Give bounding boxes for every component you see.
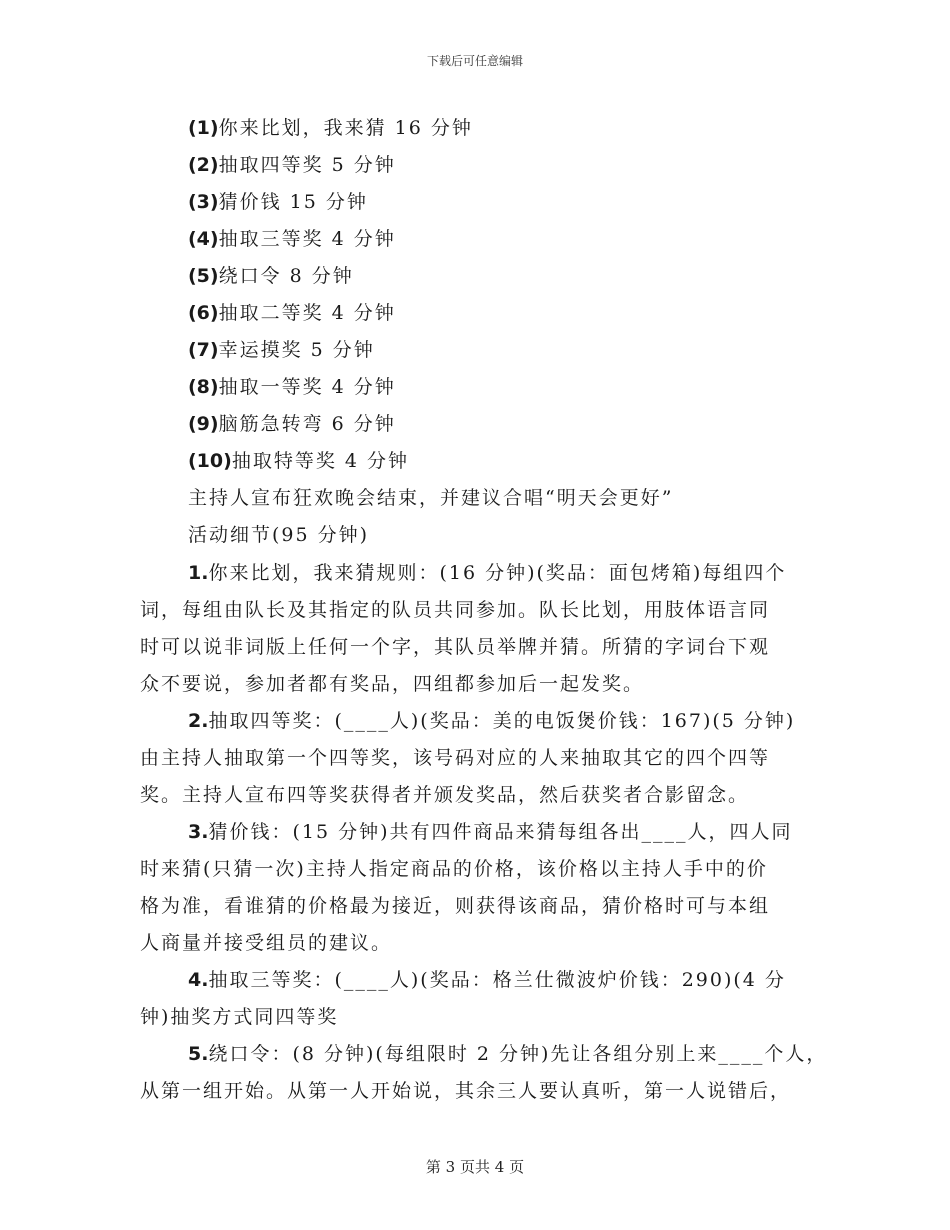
paragraph-line [140,1036,828,1073]
closing-text: 主持人宣布狂欢晚会结束，并建议合唱“明天会更好” [188,487,674,509]
detail-paragraph [140,703,820,814]
schedule-item [188,295,473,332]
item-number: (5) [188,265,219,287]
schedule-item [188,369,473,406]
schedule-item [188,332,473,369]
item-number: (6) [188,302,219,324]
item-number: (4) [188,228,219,250]
line-text: 抽取三等奖：(____人)(奖品：格兰仕微波炉价钱：290)(4 分 [208,969,786,991]
details-title: 活动细节(95 分钟) [188,524,370,546]
detail-paragraph [140,962,820,1036]
schedule-item [188,110,473,147]
schedule-item [188,406,473,443]
item-text: 抽取二等奖 4 分钟 [218,302,396,324]
paragraph-line [140,962,820,999]
schedule-item [188,221,473,258]
detail-paragraph [140,1036,828,1110]
paragraph-number: 5. [188,1043,209,1065]
schedule-item [188,184,473,221]
paragraph-number: 2. [188,710,209,732]
schedule-item [188,443,473,480]
line-text: 抽取四等奖：(____人)(奖品：美的电饭煲价钱：167)(5 分钟) [208,710,796,732]
item-number: (8) [188,376,219,398]
item-number: (1) [188,117,219,139]
paragraph-line: 人商量并接受组员的建议。 [140,932,393,954]
page-footer: 第 3 页共 4 页 [425,1158,525,1176]
paragraph-line: 众不要说，参加者都有奖品，四组都参加后一起发奖。 [140,673,645,695]
item-number: (7) [188,339,219,361]
item-text: 幸运摸奖 5 分钟 [218,339,375,361]
paragraph-line: 格为准，看谁猜的价格最为接近，则获得该商品，猜价格时可与本组 [140,895,771,917]
line-text: 绕口令：(8 分钟)(每组限时 2 分钟)先让各组分别上来____个人， [208,1043,828,1065]
detail-paragraph [140,814,820,962]
item-number: (3) [188,191,219,213]
item-text: 脑筋急转弯 6 分钟 [218,413,396,435]
item-number: (2) [188,154,219,176]
paragraph-number: 1. [188,562,209,584]
schedule-item [188,258,473,295]
paragraph-line: 钟)抽奖方式同四等奖 [140,1006,339,1028]
item-text: 绕口令 8 分钟 [218,265,354,287]
item-number: (10) [188,450,232,472]
item-text: 抽取一等奖 4 分钟 [218,376,396,398]
item-number: (9) [188,413,219,435]
paragraph-line [140,703,820,740]
item-text: 猜价钱 15 分钟 [218,191,368,213]
paragraph-line: 时可以说非词版上任何一个字，其队员举牌并猜。所猜的字词台下观 [140,636,771,658]
paragraph-line: 时来猜(只猜一次)主持人指定商品的价格，该价格以主持人手中的价 [140,858,768,880]
paragraph-line: 奖。主持人宣布四等奖获得者并颁发奖品，然后获奖者合影留念。 [140,784,750,806]
paragraph-line: 由主持人抽取第一个四等奖，该号码对应的人来抽取其它的四个四等 [140,747,771,769]
line-text: 你来比划，我来猜规则：(16 分钟)(奖品：面包烤箱)每组四个 [208,562,787,584]
item-text: 抽取三等奖 4 分钟 [218,228,396,250]
paragraph-line: 从第一组开始。从第一人开始说，其余三人要认真听，第一人说错后， [140,1080,792,1102]
paragraph-line [140,814,820,851]
page-header: 下载后可任意编辑 [426,54,523,68]
paragraph-number: 3. [188,821,209,843]
line-text: 猜价钱：(15 分钟)共有四件商品来猜每组各出____人，四人同 [208,821,793,843]
detail-paragraph [140,555,820,703]
paragraph-number: 4. [188,969,209,991]
schedule-item [188,147,473,184]
item-text: 抽取四等奖 5 分钟 [218,154,396,176]
item-text: 你来比划，我来猜 16 分钟 [218,117,473,139]
schedule-list [188,110,473,480]
item-text: 抽取特等奖 4 分钟 [231,450,409,472]
paragraph-line: 词，每组由队长及其指定的队员共同参加。队长比划，用肢体语言同 [140,599,771,621]
paragraph-line [140,555,820,592]
